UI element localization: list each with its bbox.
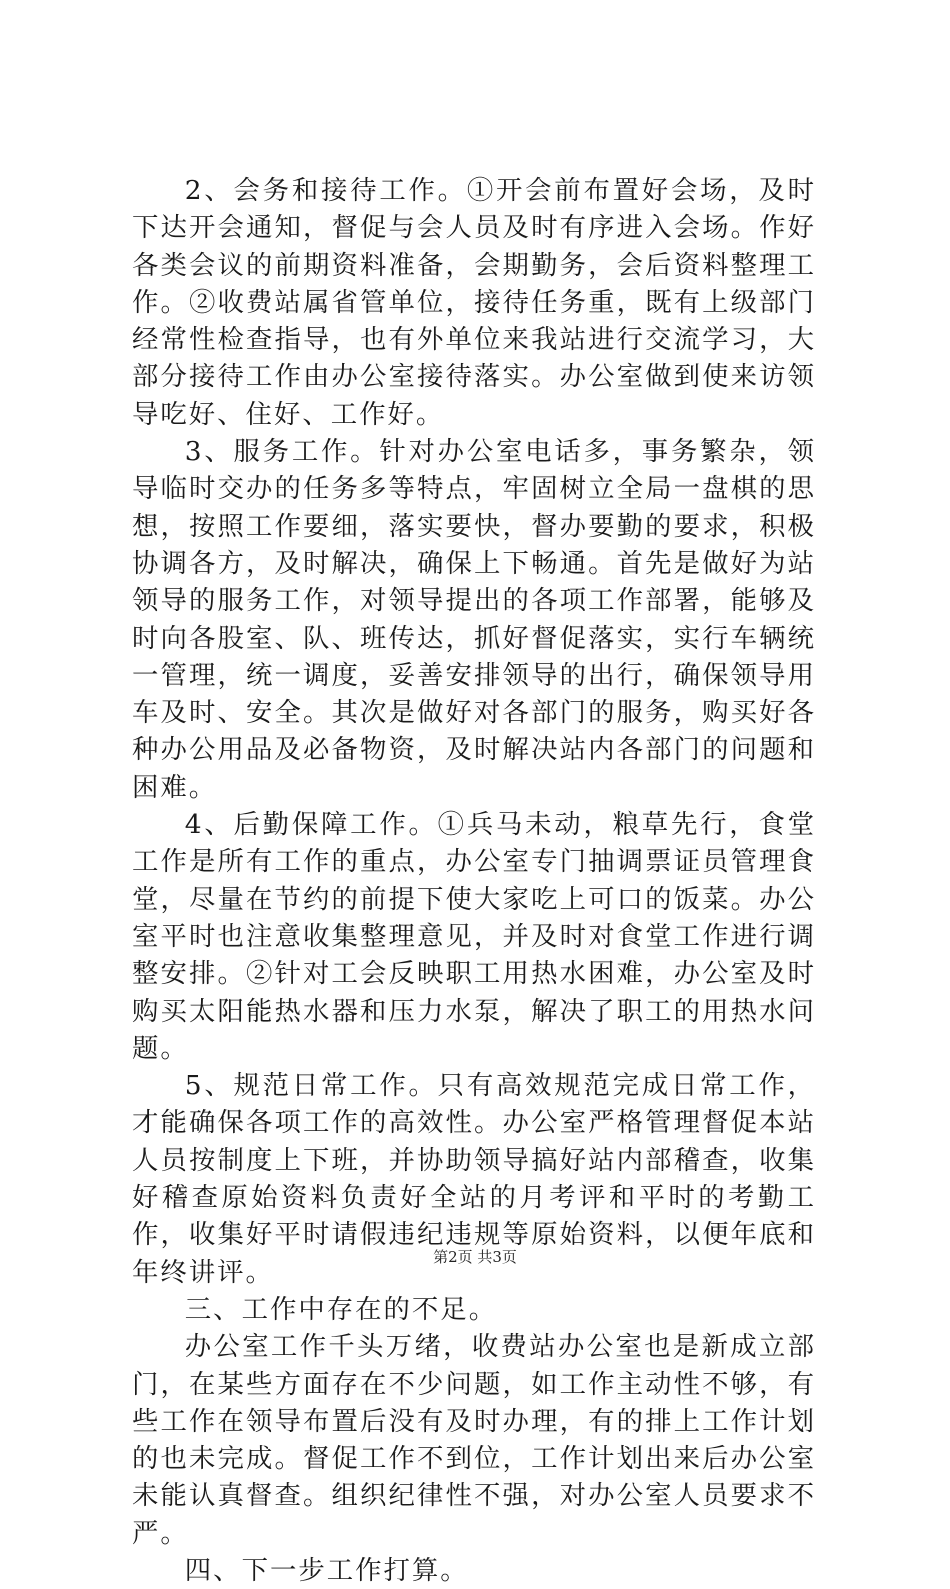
paragraph-shortcomings: 办公室工作千头万绪，收费站办公室也是新成立部门，在某些方面存在不少问题，如工作主动性不够，有些工作在领导布置后没有及时办理，有的排上工作计划的也未完成。督促工作不到位，工作计划出来后办公室未能认真督查。组织纪律性不强，对办公室人员要求不严。 [132,1331,816,1549]
section-heading-next-steps: 四、下一步工作打算。 [184,1554,469,1586]
paragraph-meeting-reception: 2、会务和接待工作。①开会前布置好会场，及时下达开会通知，督促与会人员及时有序进入会场。作好各类会议的前期资料准备，会期勤务，会后资料整理工作。②收费站属省管单位，接待任务重，既有上级部门经常性检查指导，也有外单位来我站进行交流学习，大部分接待工作由办公室接待落实。办公室做到使来访领导吃好、住好、工作好。 [132,175,816,430]
section-heading-shortcomings: 三、工作中存在的不足。 [184,1293,498,1325]
paragraph-service-work: 3、服务工作。针对办公室电话多，事务繁杂，领导临时交办的任务多等特点，牢固树立全局一盘棋的思想，按照工作要细，落实要快，督办要勤的要求，积极协调各方，及时解决，确保上下畅通。首先是做好为站领导的服务工作，对领导提出的各项工作部署，能够及时向各股室、队、班传达，抓好督促落实，实行车辆统一管理，统一调度，妥善安排领导的出行，确保领导用车及时、安全。其次是做好对各部门的服务，购买好各种办公用品及必备物资，及时解决站内各部门的问题和困难。 [132,436,816,803]
page-number-footer: 第2页 共3页 [433,1248,517,1266]
paragraph-logistics-work: 4、后勤保障工作。①兵马未动，粮草先行，食堂工作是所有工作的重点，办公室专门抽调票证员管理食堂，尽量在节约的前提下使大家吃上可口的饭菜。办公室平时也注意收集整理意见，并及时对食堂工作进行调整安排。②针对工会反映职工用热水困难，办公室及时购买太阳能热水器和压力水泵，解决了职工的用热水问题。 [132,809,816,1064]
paragraph-routine-work: 5、规范日常工作。只有高效规范完成日常工作，才能确保各项工作的高效性。办公室严格管理督促本站人员按制度上下班，并协助领导搞好站内部稽查，收集好稽查原始资料负责好全站的月考评和平时的考勤工作，收集好平时请假违纪违规等原始资料，以便年底和年终讲评。 [132,1070,816,1288]
document-body [132,172,816,1589]
